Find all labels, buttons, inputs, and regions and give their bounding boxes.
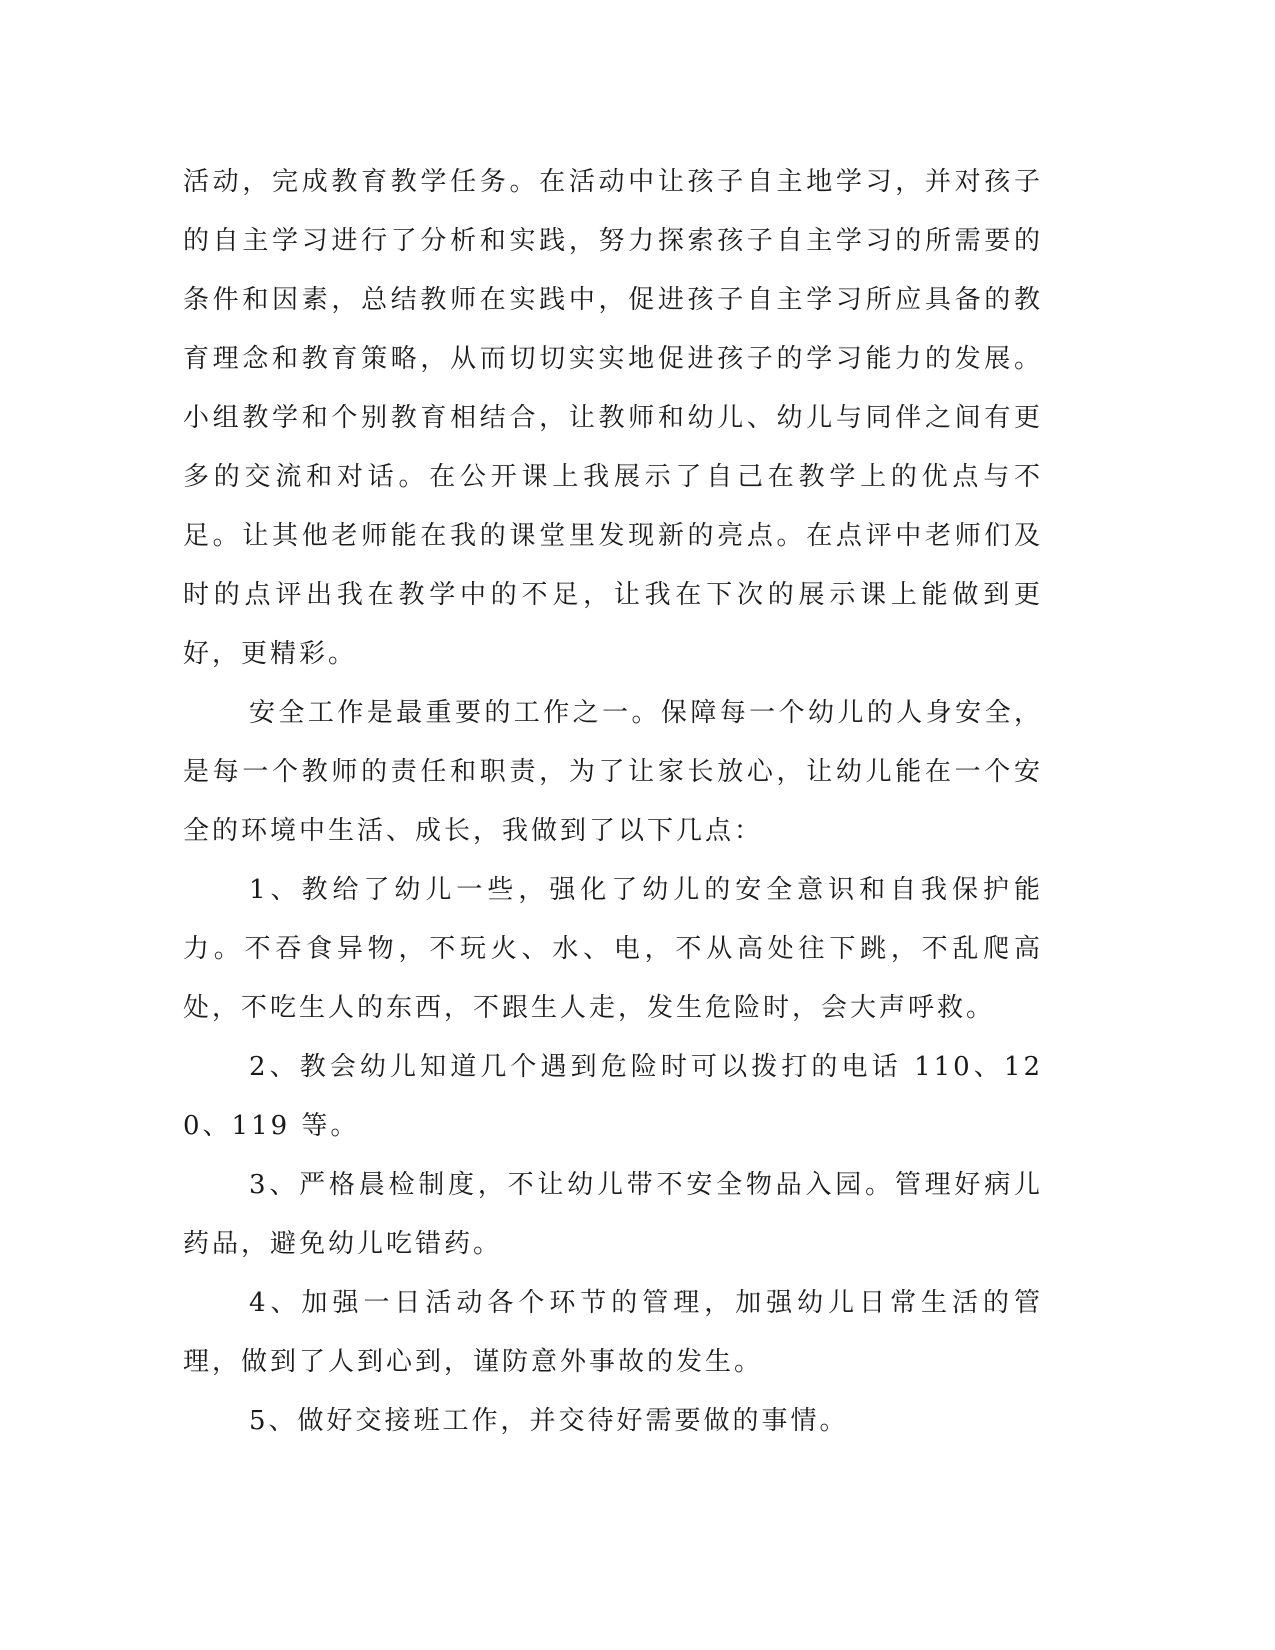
document-body [183,153,1043,1451]
list-item-safety-1: 1、教给了幼儿一些，强化了幼儿的安全意识和自我保护能力。不吞食异物，不玩火、水、电，不从高处往下跳，不乱爬高处，不吃生人的东西，不跟生人走，发生危险时，会大声呼救。 [183,875,1043,1023]
list-item-safety-2: 2、教会幼儿知道几个遇到危险时可以拨打的电话 110、120、119 等。 [183,1052,1043,1141]
paragraph-teaching-summary: 活动，完成教育教学任务。在活动中让孩子自主地学习，并对孩子的自主学习进行了分析和实践，努力探索孩子自主学习的所需要的条件和因素，总结教师在实践中，促进孩子自主学习所应具备的教育理念和教育策略，从而切切实实地促进孩子的学习能力的发展。小组教学和个别教育相结合，让教师和幼儿、幼儿与同伴之间有更多的交流和对话。在公开课上我展示了自己在教学上的优点与不足。让其他老师能在我的课堂里发现新的亮点。在点评中老师们及时的点评出我在教学中的不足，让我在下次的展示课上能做到更好，更精彩。 [183,167,1043,669]
list-item-safety-4: 4、加强一日活动各个环节的管理，加强幼儿日常生活的管理，做到了人到心到，谨防意外事故的发生。 [183,1288,1043,1377]
list-item-safety-3: 3、严格晨检制度，不让幼儿带不安全物品入园。管理好病儿药品，避免幼儿吃错药。 [183,1170,1043,1259]
list-item-safety-5: 5、做好交接班工作，并交待好需要做的事情。 [249,1406,849,1436]
paragraph-safety-intro: 安全工作是最重要的工作之一。保障每一个幼儿的人身安全，是每一个教师的责任和职责，为了让家长放心，让幼儿能在一个安全的环境中生活、成长，我做到了以下几点： [183,698,1043,846]
